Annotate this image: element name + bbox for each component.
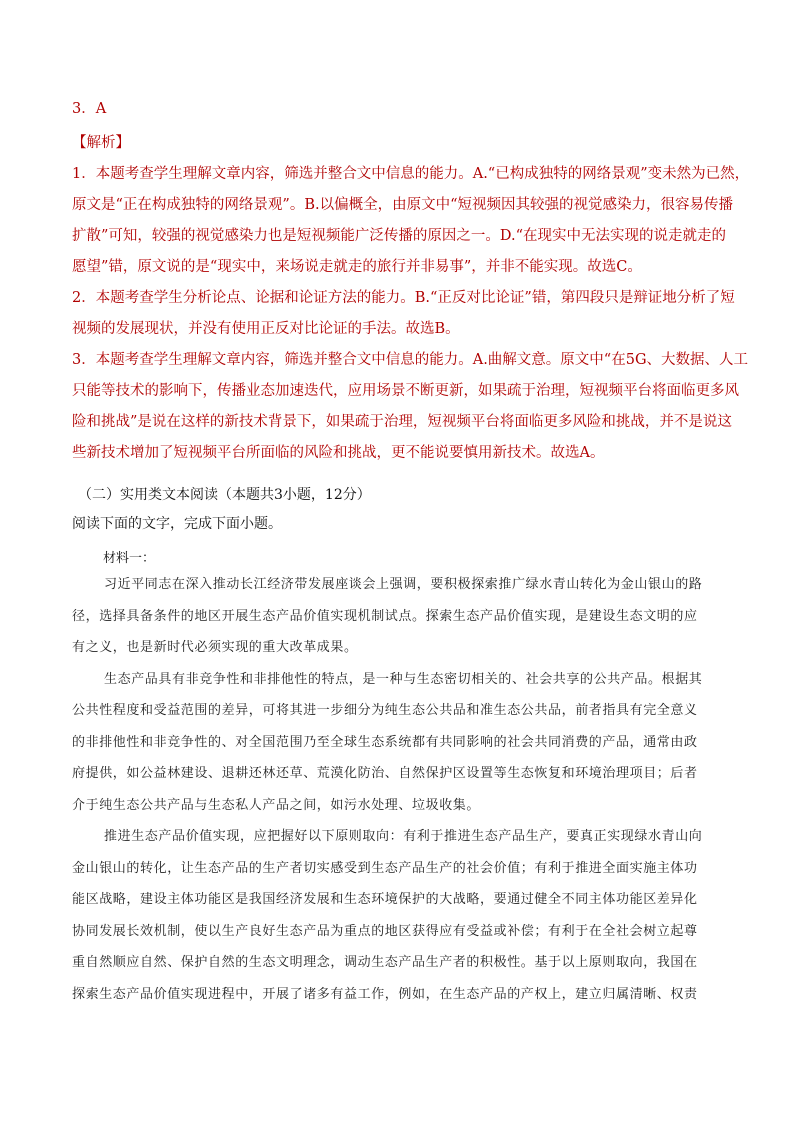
paragraph-line: 生态产品具有非竞争性和非排他性的特点，是一种与生态密切相关的、社会共享的公共产品。根据其: [104, 671, 703, 687]
section-title: （二）实用类文本阅读（本题共3小题，12分）: [78, 487, 371, 503]
paragraph-line: 的非排他性和非竞争性的、对全国范围乃至全球生态系统都有共同影响的社会共同消费的产品，通常由政: [72, 734, 698, 750]
analysis-line: 原文是“正在构成独特的网络景观”。B.以偏概全，由原文中“短视频因其较强的视觉感染力，很容易传播: [72, 197, 733, 213]
analysis-line: 视频的发展现状，并没有使用正反对比论证的手法。故选B。: [72, 321, 460, 337]
analysis-line: 只能等技术的影响下，传播业态加速迭代，应用场景不断更新，如果疏于治理，短视频平台将面临更多风: [72, 383, 739, 399]
paragraph-line: 径，选择具备条件的地区开展生态产品价值实现机制试点。探索生态产品价值实现，是建设生态文明的应: [72, 608, 698, 624]
paragraph-line: 介于纯生态公共产品与生态私人产品之间，如污水处理、垃圾收集。: [72, 797, 481, 813]
paragraph-line: 能区战略，建设主体功能区是我国经济发展和生态环境保护的大战略，要通过健全不同主体功能区差异化: [72, 892, 698, 907]
material-label: 材料一：: [103, 551, 156, 566]
analysis-line: 2．本题考查学生分析论点、论据和论证方法的能力。B.“正反对比论证”错，第四段只是辩证地分析了短: [72, 290, 735, 306]
paragraph-line: 习近平同志在深入推动长江经济带发展座谈会上强调，要积极探索推广绿水青山转化为金山银山的路: [104, 577, 703, 592]
paragraph-line: 府提供，如公益林建设、退耕还林还草、荒漠化防治、自然保护区设置等生态恢复和环境治理项目；后者: [72, 766, 698, 781]
analysis-block: [72, 159, 750, 469]
instruction: 阅读下面的文字，完成下面小题。: [72, 516, 282, 532]
paragraph-line: 探索生态产品价值实现进程中，开展了诸多有益工作，例如，在生态产品的产权上，建立归属清晰、权责: [72, 986, 698, 1002]
analysis-line: 扩散”可知，较强的视觉感染力也是短视频能广泛传播的原因之一。D.“在现实中无法实现的说走就走的: [72, 228, 727, 244]
answer-title: 3．A: [72, 101, 107, 117]
analysis-line: 3．本题考查学生理解文章内容，筛选并整合文中信息的能力。A.曲解文意。原文中“在5G、大数据、人工: [72, 352, 749, 368]
paragraph-line: 协同发展长效机制，使以生产良好生态产品为重点的地区获得应有受益或补偿；有利于在全社会树立起尊: [72, 923, 698, 939]
analysis-line: 险和挑战”是说在这样的新技术背景下，如果疏于治理，短视频平台将面临更多风险和挑战，并不是说这: [72, 414, 732, 430]
analysis-heading: 【解析】: [72, 135, 130, 151]
analysis-line: 愿望”错，原文说的是“现实中，来场说走就走的旅行并非易事”，并非不能实现。故选C。: [72, 259, 642, 275]
paragraph-line: 金山银山的转化，让生态产品的生产者切实感受到生态产品生产的社会价值；有利于推进全面实施主体功: [72, 860, 698, 876]
material-body: [72, 569, 722, 1010]
analysis-line: 1．本题考查学生理解文章内容，筛选并整合文中信息的能力。A.“已构成独特的网络景观”变未然为已然，: [72, 166, 750, 182]
analysis-line: 些新技术增加了短视频平台所面临的风险和挑战，更不能说要慎用新技术。故选A。: [72, 445, 605, 461]
paragraph-line: 公共性程度和受益范围的差异，可将其进一步细分为纯生态公共品和准生态公共品，前者指具有完全意义: [72, 703, 698, 718]
paragraph-line: 重自然顺应自然、保护自然的生态文明理念，调动生态产品生产者的积极性。基于以上原则取向，我国在: [72, 955, 698, 970]
paragraph-line: 推进生态产品价值实现，应把握好以下原则取向：有利于推进生态产品生产，要真正实现绿水青山向: [104, 829, 703, 844]
paragraph-line: 有之义，也是新时代必须实现的重大改革成果。: [72, 640, 358, 655]
